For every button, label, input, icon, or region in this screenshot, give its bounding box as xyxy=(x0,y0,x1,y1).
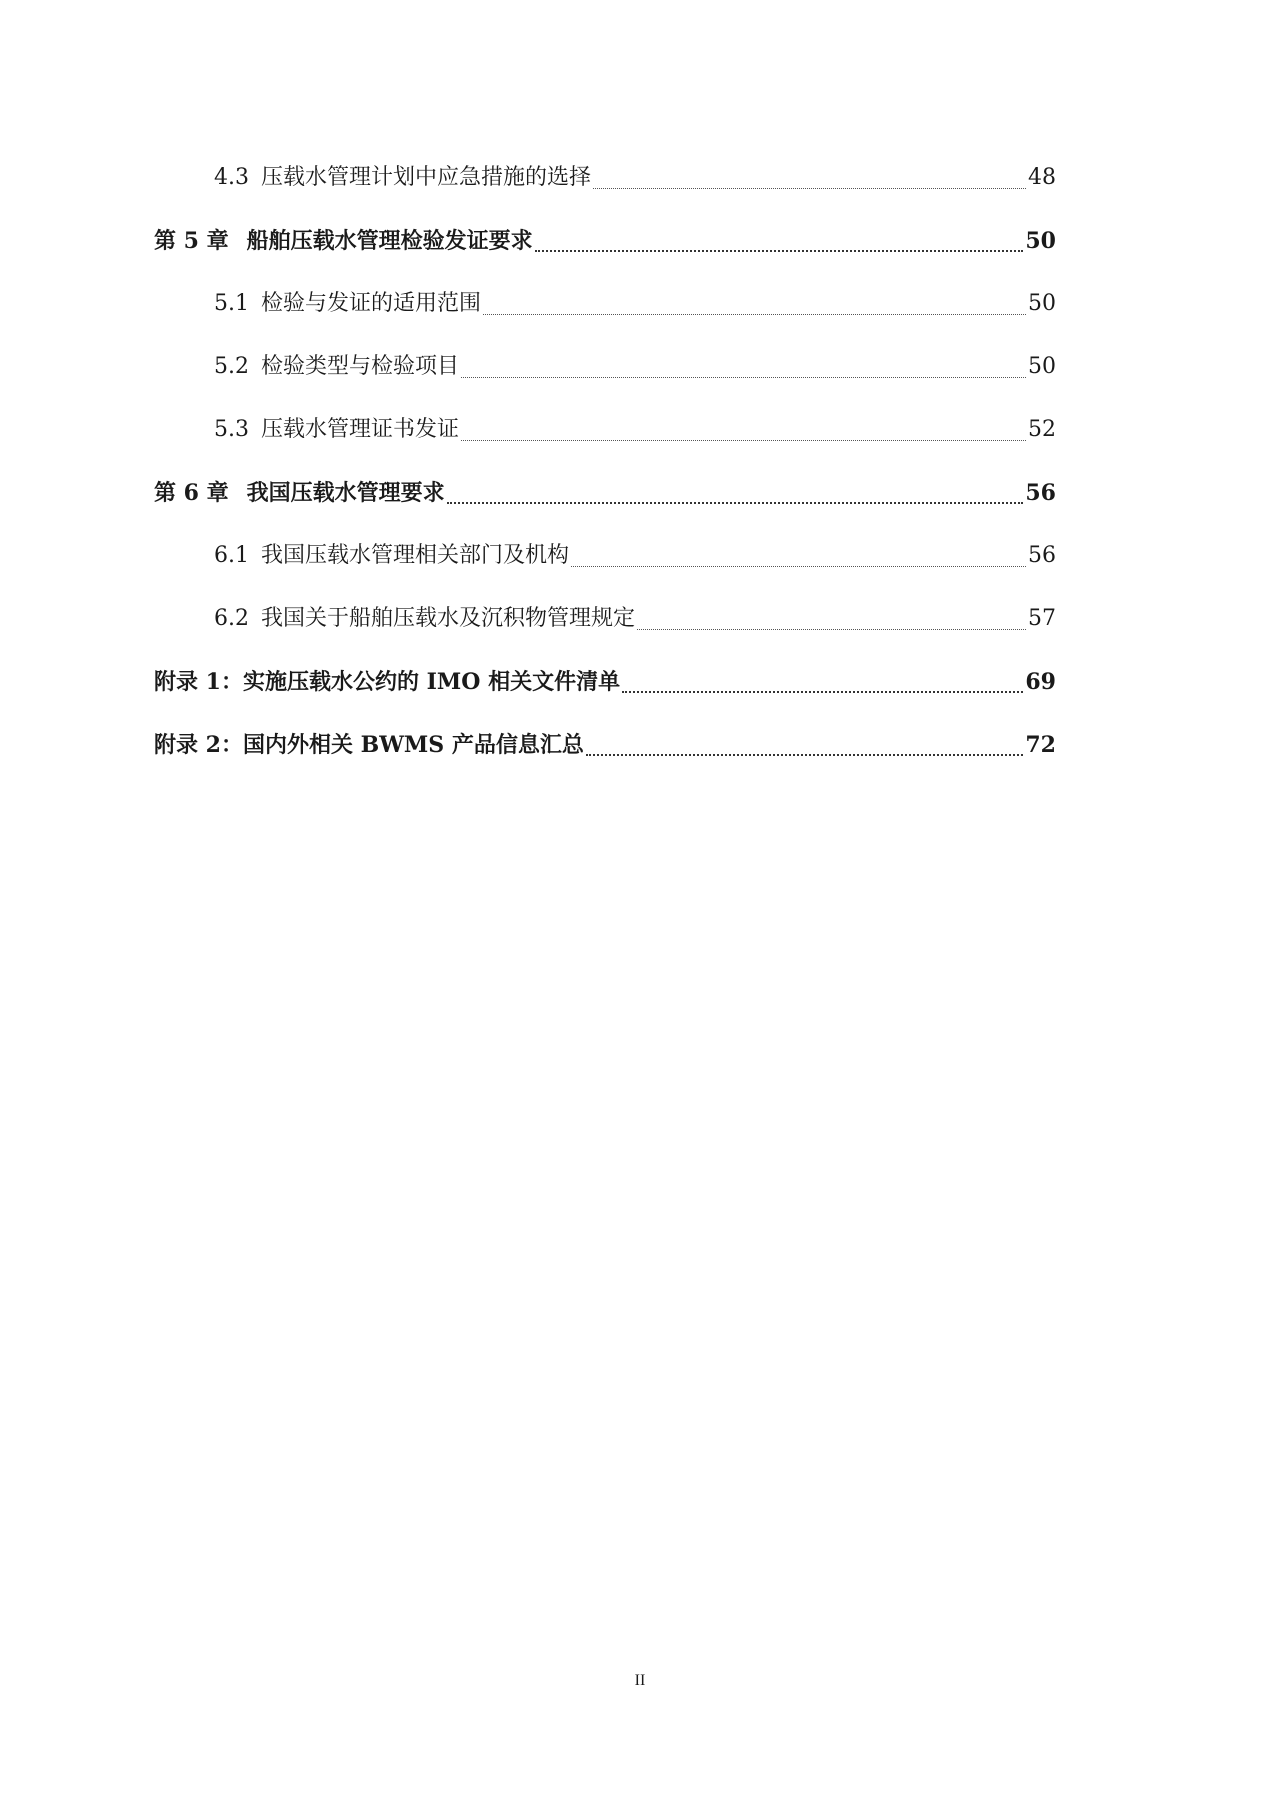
toc-entry-title: 我国关于船舶压载水及沉积物管理规定 xyxy=(261,605,636,631)
toc-entry-4-3[interactable] xyxy=(154,146,1056,209)
toc-entry-title: 检验类型与检验项目 xyxy=(261,353,460,379)
toc-entry-6-1[interactable] xyxy=(154,524,1056,587)
toc-entry-appendix-2[interactable] xyxy=(154,713,1056,776)
toc-entry-5-1[interactable] xyxy=(154,272,1056,335)
toc-entry-title: 国内外相关 BWMS 产品信息汇总 xyxy=(242,731,584,758)
dot-leader xyxy=(461,353,1026,378)
dot-leader xyxy=(483,290,1026,315)
toc-entry-title: 船舶压载水管理检验发证要求 xyxy=(246,227,533,254)
toc-entry-number: 6.1 xyxy=(214,542,249,568)
toc-entry-6-2[interactable] xyxy=(154,587,1056,650)
toc-entry-title: 压载水管理证书发证 xyxy=(261,416,460,442)
dot-leader xyxy=(571,542,1026,567)
dot-leader xyxy=(637,605,1026,630)
toc-entry-page: 50 xyxy=(1028,353,1056,379)
toc-entry-title: 压载水管理计划中应急措施的选择 xyxy=(261,164,592,190)
toc-entry-number: 4.3 xyxy=(214,164,249,190)
dot-leader xyxy=(461,416,1026,441)
toc-entry-5-3[interactable] xyxy=(154,398,1056,461)
toc-entry-number: 第 6 章 xyxy=(154,479,229,506)
dot-leader xyxy=(593,164,1026,189)
toc-entry-title: 实施压载水公约的 IMO 相关文件清单 xyxy=(242,668,621,695)
toc-entry-page: 56 xyxy=(1028,542,1056,568)
toc-entry-title: 检验与发证的适用范围 xyxy=(261,290,482,316)
table-of-contents xyxy=(154,146,1056,776)
toc-entry-number: 5.1 xyxy=(214,290,249,316)
toc-entry-title: 我国压载水管理相关部门及机构 xyxy=(261,542,570,568)
toc-entry-page: 69 xyxy=(1025,668,1056,695)
dot-leader xyxy=(447,478,1024,504)
toc-entry-page: 72 xyxy=(1025,731,1056,758)
toc-entry-5-2[interactable] xyxy=(154,335,1056,398)
toc-entry-page: 57 xyxy=(1028,605,1056,631)
toc-entry-number: 5.3 xyxy=(214,416,249,442)
toc-entry-chapter-6[interactable] xyxy=(154,461,1056,524)
dot-leader xyxy=(622,667,1023,693)
toc-entry-title: 我国压载水管理要求 xyxy=(246,479,445,506)
toc-entry-page: 56 xyxy=(1025,479,1056,506)
toc-entry-number: 5.2 xyxy=(214,353,249,379)
toc-entry-number: 附录 1： xyxy=(154,668,243,695)
toc-entry-page: 50 xyxy=(1025,227,1056,254)
dot-leader xyxy=(535,226,1024,252)
dot-leader xyxy=(586,730,1024,756)
toc-entry-number: 附录 2： xyxy=(154,731,243,758)
toc-entry-page: 50 xyxy=(1028,290,1056,316)
toc-entry-chapter-5[interactable] xyxy=(154,209,1056,272)
toc-entry-page: 48 xyxy=(1028,164,1056,190)
toc-entry-page: 52 xyxy=(1028,416,1056,442)
toc-entry-number: 6.2 xyxy=(214,605,249,631)
toc-entry-number: 第 5 章 xyxy=(154,227,229,254)
page-number-footer: II xyxy=(634,1672,646,1689)
toc-entry-appendix-1[interactable] xyxy=(154,650,1056,713)
